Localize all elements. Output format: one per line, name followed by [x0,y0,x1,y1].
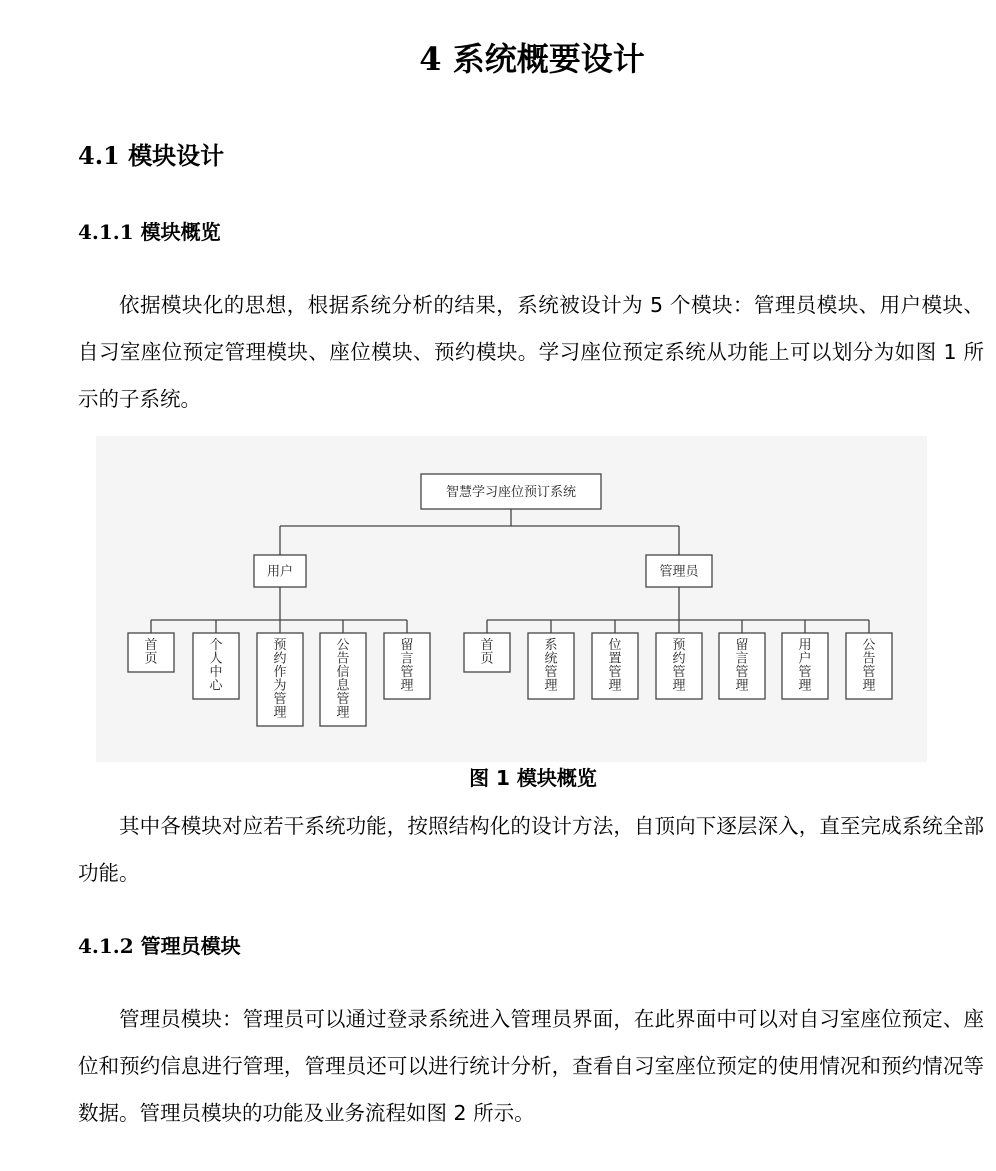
leaf-node-label: 首页 [144,638,158,667]
leaf-node [193,633,239,699]
root-node-label: 智慧学习座位预订系统 [445,485,577,500]
module-tree-diagram [96,436,927,762]
branch-node-1 [646,555,712,587]
leaf-node-label: 首页 [480,638,494,667]
leaf-node-label: 用户管理 [798,638,812,694]
branch-node-label: 用户 [266,564,294,580]
leaf-node [719,633,765,699]
leaf-node [592,633,638,699]
leaf-node [782,633,828,699]
subsection-heading-overview: 4.1.1 模块概览 [78,220,221,244]
leaf-node-label: 位置管理 [608,638,622,694]
leaf-node-label: 公告信息管理 [336,638,350,721]
leaf-node-label: 预约作为管理 [273,638,287,721]
branch-node-0 [254,555,306,587]
branch-node-label: 管理员 [659,564,699,580]
leaf-node-label: 预约管理 [672,638,686,694]
leaf-node [128,633,174,672]
leaf-node-label: 个人中心 [209,638,223,694]
paragraph-overview-structured: 其中各模块对应若干系统功能，按照结构化的设计方法，自顶向下逐层深入，直至完成系统全部功能。 [78,814,984,885]
leaf-node [384,633,430,699]
leaf-node [528,633,574,699]
figure-caption: 图 1 模块概览 [469,766,597,790]
leaf-node [320,633,366,726]
leaf-node [464,633,510,672]
leaf-node-label: 留言管理 [400,638,414,694]
chapter-title: 4 系统概要设计 [419,40,645,78]
section-heading: 4.1 模块设计 [78,141,225,170]
leaf-node [846,633,892,699]
root-node [421,474,601,509]
subsection-heading-admin: 4.1.2 管理员模块 [78,934,241,958]
leaf-node-label: 公告管理 [862,638,876,694]
paragraph-admin-module: 管理员模块：管理员可以通过登录系统进入管理员界面，在此界面中可以对自习室座位预定、座位和预约信息进行管理，管理员还可以进行统计分析，查看自习室座位预定的使用情况和预约情况等数据。管理员模块的功能及业务流程如图 2 所示。 [78,1007,984,1125]
paragraph-overview-intro: 依据模块化的思想，根据系统分析的结果，系统被设计为 5 个模块：管理员模块、用户模块、自习室座位预定管理模块、座位模块、预约模块。学习座位预定系统从功能上可以划分为如图 1 所示的子系统。 [78,293,984,411]
tree-nodes [128,474,892,726]
leaf-node [656,633,702,699]
module-overview-figure [96,436,927,762]
leaf-node-label: 留言管理 [735,638,749,694]
leaf-node [257,633,303,726]
leaf-node-label: 系统管理 [544,638,558,694]
